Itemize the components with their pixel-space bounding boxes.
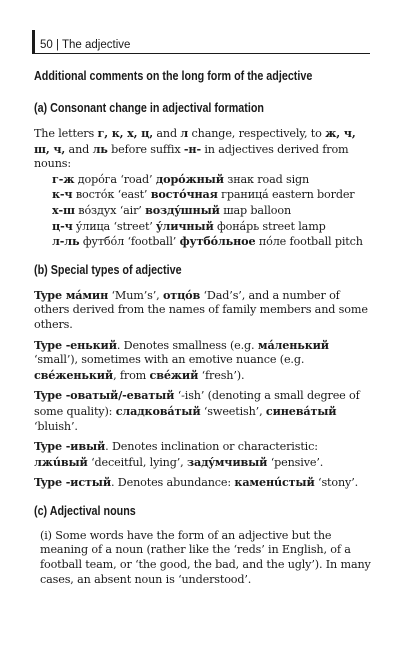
type-paragraph: Type -оватый/-еватый ‘-ish’ (denoting a small degree of some quality): сладковáтый ‘sweetish’, синевáтый ‘bluish’. xyxy=(34,388,360,433)
running-header xyxy=(32,28,130,54)
section-c xyxy=(34,503,374,587)
page-number: 50 xyxy=(40,39,53,51)
header-bar xyxy=(32,30,35,54)
type-paragraph: Type -ивый. Denotes inclination or characteristic: лжúвый ‘deceitful, lying’, задýмчивый ‘pensive’. xyxy=(34,439,324,469)
example-row: к-ч востóк ‘east’ востóчная границá eastern border xyxy=(52,187,355,202)
header-text xyxy=(40,38,130,54)
example-row: л-ль футбóл ‘football’ футбóльное пóле football pitch xyxy=(52,234,363,249)
example-row: х-ш вóздух ‘air’ воздýшный шар balloon xyxy=(52,202,292,217)
type-paragraph: Type мáмин ‘Mum’s’, отцóв ‘Dad’s’, and a number of others derived from the names of family members and some others. xyxy=(34,287,368,331)
section-c-paragraph: (i) Some words have the form of an adjective but the meaning of a noun (rather like the ‘reds’ in English, of a football team, or ‘the good, the bad, and the ugly’). In many cases, an absent noun is ‘understood’. xyxy=(40,528,371,586)
main-heading: Additional comments on the long form of the adjective xyxy=(34,69,313,83)
example-row: ц-ч ýлица ‘street’ ýличный фонáрь street lamp xyxy=(52,218,326,233)
type-paragraph: Type -истый. Denotes abundance: каменúстый ‘stony’. xyxy=(34,475,359,490)
header-separator: | xyxy=(56,39,59,51)
header-rule xyxy=(32,53,370,54)
running-title: The adjective xyxy=(62,39,131,51)
example-row: г-ж дорóга ‘road’ дорóжный знак road sign xyxy=(52,171,310,186)
page-content xyxy=(34,62,374,599)
section-b-title: (b) Special types of adjective xyxy=(34,262,182,277)
type-paragraph: Type -енький. Denotes smallness (e.g. мáленький ‘small’), sometimes with an emotive nuance (e.g. свéженький, from свéжий ‘fresh’). xyxy=(34,337,329,382)
section-a xyxy=(34,100,374,250)
section-a-intro: The letters г, к, х, ц, and л change, respectively, to ж, ч, ш, ч, and ль before suffix -н- in adjectives derived from nouns: xyxy=(34,126,356,171)
section-c-title: (c) Adjectival nouns xyxy=(34,503,136,518)
section-b xyxy=(34,262,374,491)
section-a-title: (a) Consonant change in adjectival formation xyxy=(34,101,264,115)
